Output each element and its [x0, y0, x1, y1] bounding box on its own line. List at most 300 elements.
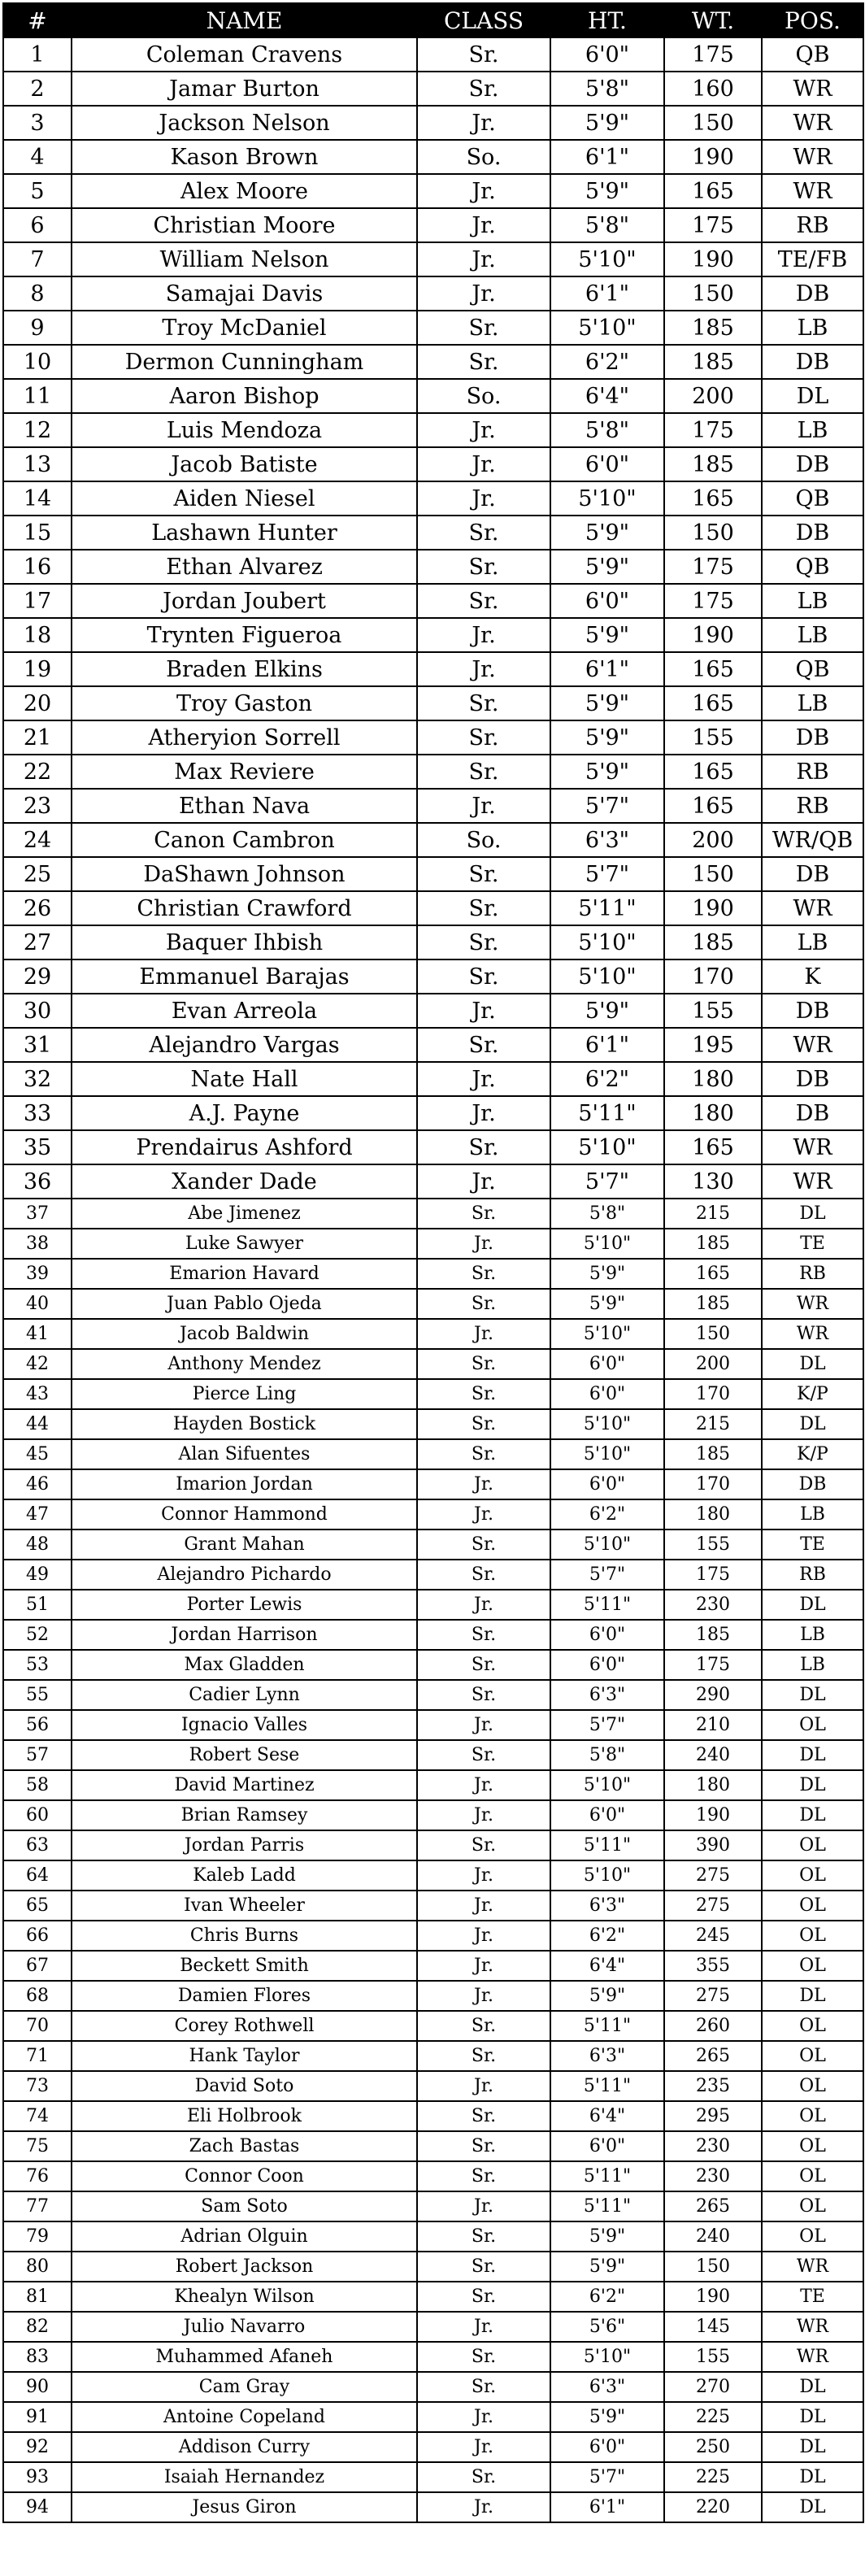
- player-name: Khealyn Wilson: [72, 2282, 417, 2312]
- player-name: Porter Lewis: [72, 1590, 417, 1620]
- player-position: OL: [762, 2101, 863, 2131]
- player-position: QB: [762, 481, 863, 516]
- table-row: [3, 1891, 863, 1921]
- player-weight: 180: [664, 1770, 762, 1800]
- player-height: 5'7": [550, 1164, 664, 1199]
- table-row: [3, 1096, 863, 1130]
- player-name: Canon Cambron: [72, 823, 417, 857]
- player-number: 11: [3, 379, 72, 413]
- player-position: WR: [762, 1319, 863, 1349]
- player-number: 58: [3, 1770, 72, 1800]
- table-row: [3, 140, 863, 174]
- table-row: [3, 1289, 863, 1319]
- player-class: Jr.: [417, 1710, 550, 1740]
- player-class: So.: [417, 379, 550, 413]
- player-number: 60: [3, 1800, 72, 1830]
- player-number: 56: [3, 1710, 72, 1740]
- player-name: Jordan Joubert: [72, 584, 417, 618]
- player-name: Kaleb Ladd: [72, 1860, 417, 1891]
- player-name: Alejandro Vargas: [72, 1028, 417, 1062]
- table-row: [3, 2342, 863, 2372]
- player-weight: 155: [664, 2342, 762, 2372]
- table-row: [3, 857, 863, 891]
- player-height: 6'0": [550, 1469, 664, 1499]
- player-position: DL: [762, 2372, 863, 2402]
- player-number: 66: [3, 1921, 72, 1951]
- player-height: 5'7": [550, 2462, 664, 2492]
- player-height: 6'4": [550, 1951, 664, 1981]
- table-row: [3, 2191, 863, 2221]
- player-weight: 200: [664, 1349, 762, 1379]
- player-class: Sr.: [417, 1379, 550, 1409]
- player-name: Hayden Bostick: [72, 1409, 417, 1439]
- player-number: 39: [3, 1259, 72, 1289]
- player-class: Jr.: [417, 2312, 550, 2342]
- player-weight: 190: [664, 2282, 762, 2312]
- player-number: 22: [3, 755, 72, 789]
- player-position: LB: [762, 311, 863, 345]
- player-weight: 200: [664, 823, 762, 857]
- player-position: QB: [762, 550, 863, 584]
- table-row: [3, 1259, 863, 1289]
- player-weight: 150: [664, 516, 762, 550]
- player-height: 5'7": [550, 789, 664, 823]
- player-number: 8: [3, 276, 72, 311]
- player-class: Sr.: [417, 959, 550, 994]
- player-height: 6'0": [550, 1800, 664, 1830]
- player-name: Robert Sese: [72, 1740, 417, 1770]
- header-row: [3, 3, 863, 37]
- player-name: Brian Ramsey: [72, 1800, 417, 1830]
- player-height: 6'1": [550, 276, 664, 311]
- player-height: 6'3": [550, 1680, 664, 1710]
- player-name: Emmanuel Barajas: [72, 959, 417, 994]
- player-position: DB: [762, 447, 863, 481]
- player-height: 5'10": [550, 1860, 664, 1891]
- player-class: Sr.: [417, 755, 550, 789]
- player-weight: 185: [664, 1229, 762, 1259]
- player-class: Sr.: [417, 311, 550, 345]
- player-name: William Nelson: [72, 242, 417, 276]
- table-row: [3, 2462, 863, 2492]
- player-weight: 190: [664, 242, 762, 276]
- player-class: Sr.: [417, 2372, 550, 2402]
- player-class: Jr.: [417, 1590, 550, 1620]
- player-position: K/P: [762, 1439, 863, 1469]
- player-weight: 230: [664, 2131, 762, 2161]
- player-position: DL: [762, 1740, 863, 1770]
- player-number: 10: [3, 345, 72, 379]
- player-class: So.: [417, 823, 550, 857]
- player-height: 5'9": [550, 550, 664, 584]
- player-number: 48: [3, 1530, 72, 1560]
- table-row: [3, 447, 863, 481]
- player-name: Evan Arreola: [72, 994, 417, 1028]
- player-position: RB: [762, 755, 863, 789]
- table-row: [3, 106, 863, 140]
- player-weight: 165: [664, 652, 762, 686]
- player-position: LB: [762, 925, 863, 959]
- player-number: 14: [3, 481, 72, 516]
- player-weight: 295: [664, 2101, 762, 2131]
- player-height: 5'9": [550, 174, 664, 208]
- player-height: 5'10": [550, 1439, 664, 1469]
- player-position: WR: [762, 2312, 863, 2342]
- player-height: 6'4": [550, 379, 664, 413]
- table-row: [3, 413, 863, 447]
- table-row: [3, 789, 863, 823]
- player-name: Alan Sifuentes: [72, 1439, 417, 1469]
- player-name: Jesus Giron: [72, 2492, 417, 2522]
- player-height: 5'8": [550, 1740, 664, 1770]
- player-height: 6'0": [550, 1379, 664, 1409]
- table-row: [3, 1710, 863, 1740]
- player-height: 6'2": [550, 1062, 664, 1096]
- player-height: 5'11": [550, 1096, 664, 1130]
- table-row: [3, 1319, 863, 1349]
- player-height: 5'9": [550, 686, 664, 720]
- player-weight: 220: [664, 2492, 762, 2522]
- player-position: OL: [762, 1830, 863, 1860]
- player-weight: 185: [664, 311, 762, 345]
- player-height: 6'0": [550, 37, 664, 72]
- player-class: Sr.: [417, 2342, 550, 2372]
- player-height: 5'11": [550, 2191, 664, 2221]
- player-position: RB: [762, 789, 863, 823]
- table-row: [3, 1229, 863, 1259]
- table-row: [3, 276, 863, 311]
- header-height: HT.: [550, 3, 664, 37]
- player-class: Jr.: [417, 276, 550, 311]
- player-weight: 175: [664, 584, 762, 618]
- player-weight: 250: [664, 2432, 762, 2462]
- player-weight: 165: [664, 789, 762, 823]
- player-weight: 265: [664, 2041, 762, 2071]
- player-class: Sr.: [417, 2161, 550, 2191]
- player-weight: 355: [664, 1951, 762, 1981]
- player-number: 81: [3, 2282, 72, 2312]
- player-height: 5'9": [550, 2252, 664, 2282]
- player-height: 5'7": [550, 1710, 664, 1740]
- table-row: [3, 755, 863, 789]
- player-height: 5'10": [550, 959, 664, 994]
- player-name: Kason Brown: [72, 140, 417, 174]
- table-row: [3, 1439, 863, 1469]
- player-weight: 160: [664, 72, 762, 106]
- player-weight: 165: [664, 1130, 762, 1164]
- player-weight: 175: [664, 413, 762, 447]
- player-position: OL: [762, 1951, 863, 1981]
- player-class: Jr.: [417, 1499, 550, 1530]
- player-weight: 150: [664, 1319, 762, 1349]
- player-name: Hank Taylor: [72, 2041, 417, 2071]
- player-name: Christian Moore: [72, 208, 417, 242]
- table-row: [3, 720, 863, 755]
- player-class: Jr.: [417, 1319, 550, 1349]
- table-row: [3, 1130, 863, 1164]
- player-weight: 175: [664, 208, 762, 242]
- player-class: Jr.: [417, 174, 550, 208]
- player-weight: 170: [664, 1469, 762, 1499]
- player-name: Jackson Nelson: [72, 106, 417, 140]
- player-height: 5'7": [550, 1560, 664, 1590]
- player-class: Jr.: [417, 1770, 550, 1800]
- player-number: 70: [3, 2011, 72, 2041]
- player-position: OL: [762, 2071, 863, 2101]
- player-weight: 170: [664, 1379, 762, 1409]
- player-height: 6'3": [550, 2372, 664, 2402]
- player-height: 6'0": [550, 2432, 664, 2462]
- player-weight: 190: [664, 891, 762, 925]
- player-class: Sr.: [417, 1650, 550, 1680]
- table-row: [3, 1650, 863, 1680]
- player-weight: 155: [664, 720, 762, 755]
- player-weight: 165: [664, 174, 762, 208]
- player-position: LB: [762, 1620, 863, 1650]
- player-position: DL: [762, 2492, 863, 2522]
- player-name: Damien Flores: [72, 1981, 417, 2011]
- player-position: DB: [762, 516, 863, 550]
- player-position: WR: [762, 2342, 863, 2372]
- player-height: 5'10": [550, 925, 664, 959]
- player-number: 53: [3, 1650, 72, 1680]
- table-row: [3, 823, 863, 857]
- player-number: 74: [3, 2101, 72, 2131]
- player-weight: 200: [664, 379, 762, 413]
- player-weight: 215: [664, 1199, 762, 1229]
- player-position: WR: [762, 1028, 863, 1062]
- player-height: 6'3": [550, 2041, 664, 2071]
- player-number: 24: [3, 823, 72, 857]
- player-weight: 150: [664, 2252, 762, 2282]
- player-class: Jr.: [417, 618, 550, 652]
- player-position: LB: [762, 686, 863, 720]
- player-position: DL: [762, 1409, 863, 1439]
- player-name: Cam Gray: [72, 2372, 417, 2402]
- player-class: Jr.: [417, 652, 550, 686]
- player-weight: 185: [664, 1289, 762, 1319]
- player-height: 6'1": [550, 652, 664, 686]
- player-name: Juan Pablo Ojeda: [72, 1289, 417, 1319]
- player-weight: 130: [664, 1164, 762, 1199]
- player-height: 6'0": [550, 1620, 664, 1650]
- table-row: [3, 1560, 863, 1590]
- table-row: [3, 1379, 863, 1409]
- player-name: A.J. Payne: [72, 1096, 417, 1130]
- player-position: DB: [762, 857, 863, 891]
- player-name: Antoine Copeland: [72, 2402, 417, 2432]
- header-position: POS.: [762, 3, 863, 37]
- player-name: Adrian Olguin: [72, 2221, 417, 2252]
- player-number: 93: [3, 2462, 72, 2492]
- player-class: Jr.: [417, 2492, 550, 2522]
- player-height: 5'10": [550, 481, 664, 516]
- table-row: [3, 1199, 863, 1229]
- player-height: 6'1": [550, 1028, 664, 1062]
- player-position: DB: [762, 994, 863, 1028]
- player-position: DL: [762, 379, 863, 413]
- player-name: Samajai Davis: [72, 276, 417, 311]
- table-row: [3, 2252, 863, 2282]
- player-name: Eli Holbrook: [72, 2101, 417, 2131]
- player-number: 45: [3, 1439, 72, 1469]
- player-height: 5'9": [550, 2402, 664, 2432]
- player-number: 73: [3, 2071, 72, 2101]
- player-position: LB: [762, 1499, 863, 1530]
- player-height: 5'9": [550, 516, 664, 550]
- player-name: Christian Crawford: [72, 891, 417, 925]
- player-number: 31: [3, 1028, 72, 1062]
- player-name: Luke Sawyer: [72, 1229, 417, 1259]
- player-position: RB: [762, 1560, 863, 1590]
- table-row: [3, 1770, 863, 1800]
- player-class: Jr.: [417, 1921, 550, 1951]
- player-position: TE: [762, 2282, 863, 2312]
- player-class: Sr.: [417, 857, 550, 891]
- player-class: Sr.: [417, 686, 550, 720]
- player-position: WR: [762, 174, 863, 208]
- player-weight: 175: [664, 37, 762, 72]
- player-weight: 180: [664, 1499, 762, 1530]
- player-weight: 275: [664, 1891, 762, 1921]
- table-row: [3, 2221, 863, 2252]
- player-weight: 165: [664, 1259, 762, 1289]
- player-name: Jordan Parris: [72, 1830, 417, 1860]
- player-class: Sr.: [417, 2221, 550, 2252]
- player-weight: 235: [664, 2071, 762, 2101]
- player-number: 18: [3, 618, 72, 652]
- player-weight: 245: [664, 1921, 762, 1951]
- player-weight: 185: [664, 925, 762, 959]
- player-name: Braden Elkins: [72, 652, 417, 686]
- player-class: Jr.: [417, 789, 550, 823]
- player-name: Anthony Mendez: [72, 1349, 417, 1379]
- player-weight: 275: [664, 1981, 762, 2011]
- player-name: Pierce Ling: [72, 1379, 417, 1409]
- player-number: 41: [3, 1319, 72, 1349]
- player-class: Sr.: [417, 1680, 550, 1710]
- player-class: Sr.: [417, 720, 550, 755]
- player-height: 6'2": [550, 1499, 664, 1530]
- player-height: 5'8": [550, 413, 664, 447]
- player-weight: 390: [664, 1830, 762, 1860]
- player-weight: 165: [664, 481, 762, 516]
- player-number: 7: [3, 242, 72, 276]
- player-class: Jr.: [417, 1469, 550, 1499]
- table-row: [3, 959, 863, 994]
- player-name: Abe Jimenez: [72, 1199, 417, 1229]
- player-height: 6'0": [550, 1349, 664, 1379]
- player-number: 13: [3, 447, 72, 481]
- player-name: Lashawn Hunter: [72, 516, 417, 550]
- player-number: 47: [3, 1499, 72, 1530]
- table-row: [3, 345, 863, 379]
- player-name: Aaron Bishop: [72, 379, 417, 413]
- player-weight: 185: [664, 1620, 762, 1650]
- player-number: 29: [3, 959, 72, 994]
- player-height: 5'9": [550, 618, 664, 652]
- player-number: 38: [3, 1229, 72, 1259]
- player-position: DB: [762, 720, 863, 755]
- player-number: 63: [3, 1830, 72, 1860]
- player-position: LB: [762, 618, 863, 652]
- player-height: 5'11": [550, 1830, 664, 1860]
- roster-header: [3, 3, 863, 37]
- player-position: WR: [762, 140, 863, 174]
- player-name: Alex Moore: [72, 174, 417, 208]
- player-class: Jr.: [417, 1891, 550, 1921]
- header-number: #: [3, 3, 72, 37]
- player-name: Alejandro Pichardo: [72, 1560, 417, 1590]
- player-weight: 290: [664, 1680, 762, 1710]
- player-height: 5'7": [550, 857, 664, 891]
- player-position: OL: [762, 1710, 863, 1740]
- player-number: 79: [3, 2221, 72, 2252]
- table-row: [3, 2282, 863, 2312]
- player-position: K: [762, 959, 863, 994]
- player-number: 49: [3, 1560, 72, 1590]
- player-class: Sr.: [417, 1620, 550, 1650]
- player-name: Ethan Alvarez: [72, 550, 417, 584]
- player-weight: 195: [664, 1028, 762, 1062]
- player-weight: 275: [664, 1860, 762, 1891]
- player-height: 5'8": [550, 1199, 664, 1229]
- player-height: 6'0": [550, 1650, 664, 1680]
- player-number: 52: [3, 1620, 72, 1650]
- player-height: 5'11": [550, 2011, 664, 2041]
- player-name: Troy Gaston: [72, 686, 417, 720]
- player-position: DL: [762, 1590, 863, 1620]
- player-height: 5'10": [550, 1770, 664, 1800]
- player-height: 6'0": [550, 447, 664, 481]
- player-position: WR: [762, 1130, 863, 1164]
- player-name: Muhammed Afaneh: [72, 2342, 417, 2372]
- player-name: Connor Coon: [72, 2161, 417, 2191]
- player-position: OL: [762, 2221, 863, 2252]
- player-class: Sr.: [417, 1130, 550, 1164]
- table-row: [3, 2312, 863, 2342]
- player-position: QB: [762, 652, 863, 686]
- player-number: 23: [3, 789, 72, 823]
- player-weight: 225: [664, 2402, 762, 2432]
- player-class: Jr.: [417, 242, 550, 276]
- player-number: 20: [3, 686, 72, 720]
- player-number: 94: [3, 2492, 72, 2522]
- table-row: [3, 2041, 863, 2071]
- player-position: DB: [762, 1062, 863, 1096]
- player-height: 5'9": [550, 994, 664, 1028]
- player-class: Jr.: [417, 2402, 550, 2432]
- player-weight: 230: [664, 1590, 762, 1620]
- player-weight: 225: [664, 2462, 762, 2492]
- player-weight: 240: [664, 2221, 762, 2252]
- roster-table: [2, 2, 864, 2523]
- player-position: RB: [762, 1259, 863, 1289]
- player-name: Robert Jackson: [72, 2252, 417, 2282]
- player-position: TE: [762, 1229, 863, 1259]
- player-position: WR: [762, 891, 863, 925]
- table-row: [3, 1530, 863, 1560]
- player-position: DB: [762, 1469, 863, 1499]
- player-class: Jr.: [417, 1860, 550, 1891]
- player-name: Coleman Cravens: [72, 37, 417, 72]
- player-weight: 150: [664, 106, 762, 140]
- table-row: [3, 242, 863, 276]
- player-class: Sr.: [417, 37, 550, 72]
- player-height: 5'11": [550, 1590, 664, 1620]
- player-weight: 190: [664, 618, 762, 652]
- player-class: Sr.: [417, 2131, 550, 2161]
